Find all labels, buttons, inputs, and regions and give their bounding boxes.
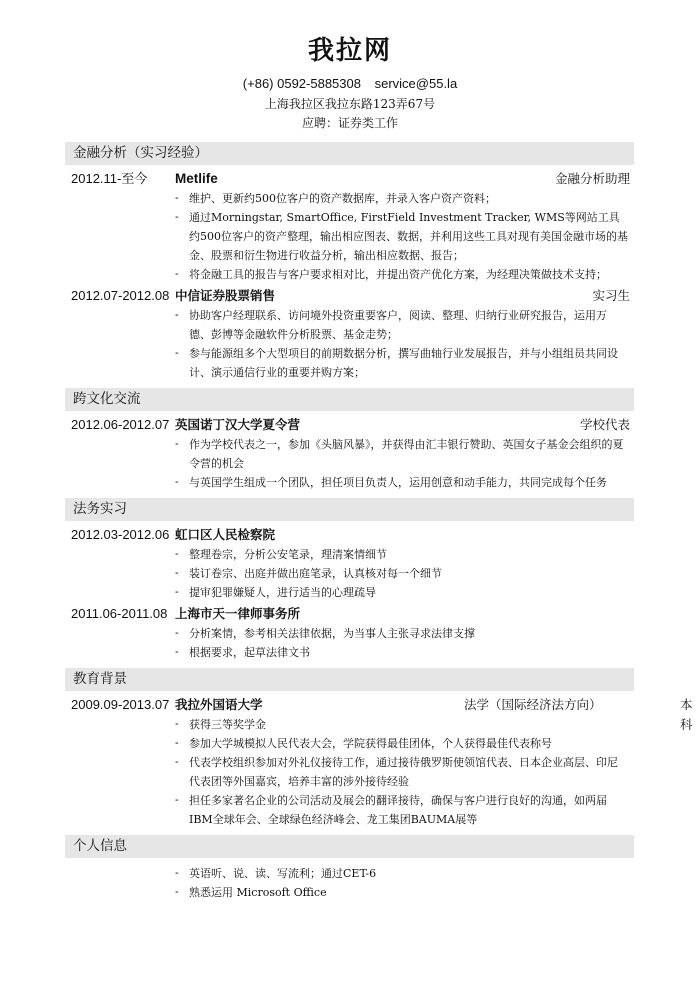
school-name: 我拉外国语大学 — [175, 697, 263, 712]
section-title: 教育背景 — [65, 668, 634, 691]
email-text: service@55.la — [374, 76, 458, 91]
section-title: 跨文化交流 — [65, 388, 634, 411]
experience-entry — [65, 525, 634, 602]
bullet-list — [175, 306, 634, 382]
entry-date: 2012.11-至今 — [71, 171, 148, 186]
bullet-list — [175, 435, 634, 492]
entry-org: 中信证券股票销售 — [175, 288, 276, 303]
resume-header — [0, 0, 700, 133]
degree-text: 本科 — [680, 697, 693, 732]
bullet-list — [175, 545, 634, 602]
bullet-item: - 参加大学城模拟人民代表大会，学院获得最佳团体，个人获得最佳代表称号 — [175, 734, 634, 753]
bullet-item: - 英语听、说、读、写流利；通过CET-6 — [175, 864, 634, 883]
bullet-item: - 整理卷宗，分析公安笔录，理清案情细节 — [175, 545, 634, 564]
entry-date: 2012.07-2012.08 — [71, 288, 170, 303]
section-title: 金融分析（实习经验） — [65, 142, 634, 165]
contact-line — [0, 75, 700, 93]
section-title: 个人信息 — [65, 835, 634, 858]
bullet-item: - 维护、更新约500位客户的资产数据库，并录入客户资产资料； — [175, 189, 634, 208]
experience-entry — [65, 286, 634, 382]
entry-role: 金融分析助理 — [554, 171, 630, 186]
bullet-list — [175, 189, 634, 284]
section-title: 法务实习 — [65, 498, 634, 521]
apply-position-text: 应聘：证券类工作 — [301, 116, 398, 130]
section-personal — [65, 835, 634, 902]
entry-date: 2009.09-2013.07 — [71, 697, 170, 712]
experience-entry — [65, 604, 634, 662]
bullet-item: - 将金融工具的报告与客户要求相对比，并提出资产优化方案，为经理决策做技术支持； — [175, 265, 634, 284]
bullet-item: - 提审犯罪嫌疑人，进行适当的心理疏导 — [175, 583, 634, 602]
personal-entry — [65, 864, 634, 902]
bullet-item: - 通过Morningstar, SmartOffice, FirstField Investment Tracker, WMS等网站工具约500位客户的资产整理，输出相应图表、数据，并利用这些工具对现有美国金融市场的基金、股票和衍生物进行收益分析，输出相应数据、报告； — [175, 208, 634, 265]
entry-role: 学校代表 — [579, 417, 630, 432]
bullet-item: - 装订卷宗、出庭并做出庭笔录，认真核对每一个细节 — [175, 564, 634, 583]
bullet-item: - 根据要求，起草法律文书 — [175, 643, 634, 662]
phone-text: (+86) 0592-5885308 — [242, 76, 361, 91]
section-culture — [65, 388, 634, 492]
bullet-item: - 熟悉运用 Microsoft Office — [175, 883, 634, 902]
entry-org: 虹口区人民检察院 — [175, 527, 276, 542]
entry-date: 2012.03-2012.06 — [71, 527, 170, 542]
bullet-item: - 担任多家著名企业的公司活动及展会的翻译接待，确保与客户进行良好的沟通，如两届IBM全球年会、全球绿色经济峰会、龙工集团BAUMA展等 — [175, 791, 634, 829]
entry-date: 2012.06-2012.07 — [71, 417, 170, 432]
bullet-list — [175, 624, 634, 662]
resume-name: 我拉网 — [307, 36, 392, 66]
major-text: 法学（国际经济法方向） — [464, 697, 602, 712]
section-education — [65, 668, 693, 829]
bullet-item: - 协助客户经理联系、访问境外投资重要客户，阅读、整理、归纳行业研究报告，运用万德、彭博等金融软件分析股票、基金走势； — [175, 306, 634, 344]
entry-org: Metlife — [175, 171, 218, 186]
section-finance — [65, 142, 634, 382]
bullet-item: - 代表学校组织参加对外礼仪接待工作，通过接待俄罗斯使领馆代表、日本企业高层、印尼代表团等外国嘉宾，培养丰富的涉外接待经验 — [175, 753, 634, 791]
entry-org: 上海市天一律师事务所 — [175, 606, 301, 621]
experience-entry — [65, 169, 634, 284]
bullet-list — [175, 864, 634, 902]
education-entry — [65, 695, 693, 829]
entry-date: 2011.06-2011.08 — [71, 606, 168, 621]
experience-entry — [65, 415, 634, 492]
address-text: 上海我拉区我拉东路123弄67号 — [264, 97, 436, 111]
bullet-item: - 与英国学生组成一个团队，担任项目负责人，运用创意和动手能力，共同完成每个任务 — [175, 473, 634, 492]
bullet-item: - 获得三等奖学金 — [175, 715, 634, 734]
bullet-item: - 参与能源组多个大型项目的前期数据分析，撰写曲轴行业发展报告，并与小组组员共同设计、演示通信行业的重要并购方案； — [175, 344, 634, 382]
entry-role: 实习生 — [592, 288, 630, 303]
entry-org: 英国诺丁汉大学夏令营 — [175, 417, 301, 432]
bullet-item: - 分析案情，参考相关法律依据，为当事人主张寻求法律支撑 — [175, 624, 634, 643]
section-law — [65, 498, 634, 662]
bullet-list — [175, 715, 634, 829]
bullet-item: - 作为学校代表之一，参加《头脑风暴》，并获得由汇丰银行赞助、英国女子基金会组织的夏令营的机会 — [175, 435, 634, 473]
